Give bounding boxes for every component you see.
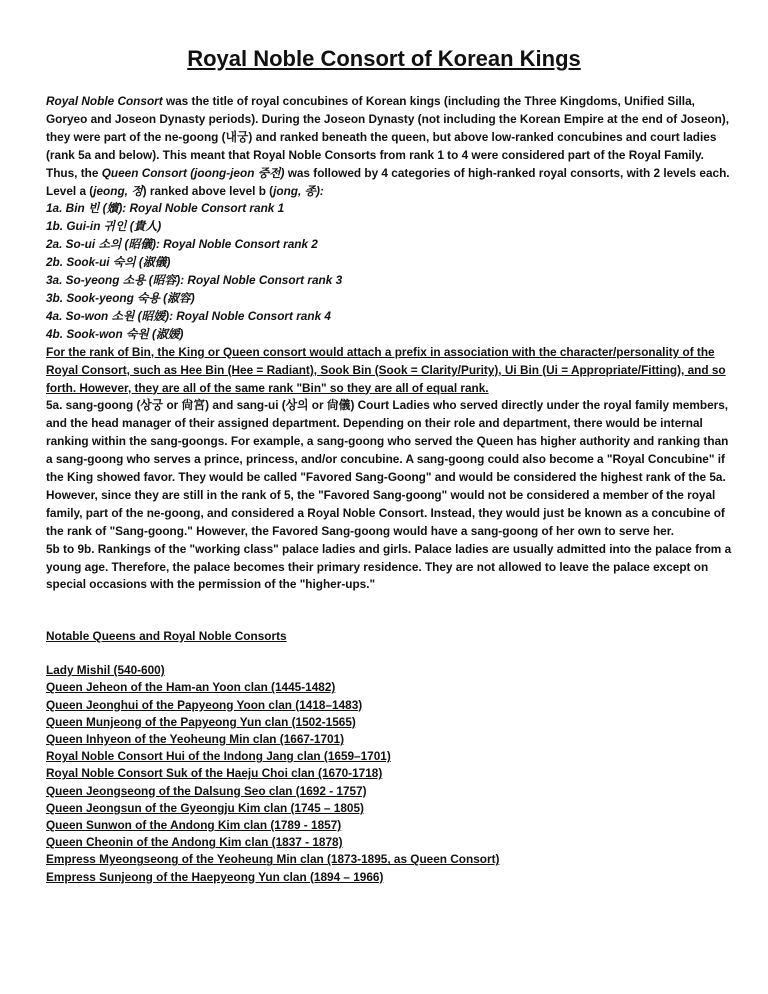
- intro-paragraph: [46, 93, 736, 165]
- bin-note: For the rank of Bin, the King or Queen consort would attach a prefix in association with the character/personality of the Royal Consort, such as Hee Bin (Hee = Radiant), Sook Bin (Sook = Clarity/Purity), Ui Bin (Ui = Appropriate/Fitting), and so forth. However, they are all of the same rank "Bin" so they are all of equal rank.: [46, 344, 726, 395]
- list-item: Royal Noble Consort Hui of the Indong Jang clan (1659–1701): [46, 749, 391, 764]
- queen-consort-term: Queen Consort (joong-jeon 중전): [101, 165, 285, 180]
- thus-mid2: ) ranked above level b (: [142, 183, 274, 198]
- list-item: Royal Noble Consort Suk of the Haeju Choi clan (1670-1718): [46, 766, 383, 781]
- rank-item: 4b. Sook-won 숙원 (淑媛): [46, 326, 184, 341]
- level-b-term: jong, 종: [273, 183, 316, 198]
- rank-list: [46, 200, 736, 343]
- page-title: Royal Noble Consort of Korean Kings: [187, 46, 581, 71]
- intro-term: Royal Noble Consort: [46, 94, 163, 108]
- notable-heading: Notable Queens and Royal Noble Consorts: [46, 629, 287, 643]
- rank-item: 3a. So-yeong 소용 (昭容): Royal Noble Consort rank 3: [46, 273, 343, 288]
- list-item: Lady Mishil (540-600): [46, 663, 165, 678]
- list-item: Queen Cheonin of the Andong Kim clan (1837 - 1878): [46, 835, 343, 850]
- list-item: Queen Inhyeon of the Yeoheung Min clan (1667-1701): [46, 732, 345, 747]
- rank-item: 3b. Sook-yeong 숙용 (淑容): [46, 290, 195, 305]
- list-item: Queen Munjeong of the Papyeong Yun clan (1502-1565): [46, 714, 356, 729]
- list-item: Queen Jeongsun of the Gyeongju Kim clan (1745 – 1805): [46, 800, 364, 815]
- paragraph-5b: 5b to 9b. Rankings of the "working class" palace ladies and girls. Palace ladies are usually admitted into the palace from a young age. Therefore, the palace becomes their primary residence. They are not allowed to leave the palace except on special occasions with the permission of the "higher-ups.": [46, 541, 732, 592]
- thus-prefix: Thus, the: [46, 165, 102, 180]
- paragraph-5a: 5a. sang-goong (상궁 or 尙宮) and sang-ui (상의 or 尙儀) Court Ladies who served directly under the royal family members, and the head manager of their assigned department. Depending on their role and department, there would be internal ranking within the sang-goongs. For example, a sang-goong who served the Queen has higher authority and ranking than a sang-goong who serves a prince, princess, and/or concubine. A sang-goong could also become a "Royal Concubine" if the King showed favor. They would be called "Favored Sang-Goong" and would be considered the highest rank of the 5a. However, since they are still in the rank of 5, the "Favored Sang-goong" would not be considered a member of the royal family, part of the ne-goong, and considered a Royal Noble Consort. Instead, they would just be known as a concubine of the rank of "Sang-goong." However, the Favored Sang-goong would have a sang-goong of her own to serve her.: [46, 398, 729, 538]
- list-item: Empress Sunjeong of the Haepyeong Yun clan (1894 – 1966): [46, 869, 384, 884]
- list-item: Queen Jeheon of the Ham-an Yoon clan (1445-1482): [46, 680, 336, 695]
- notable-section: [46, 628, 736, 886]
- document-body: [46, 93, 736, 594]
- level-a-term: jeong, 정: [93, 183, 143, 198]
- list-item: Queen Jeonghui of the Papyeong Yoon clan (1418–1483): [46, 697, 363, 712]
- rank-item: 1a. Bin 빈 (嬪): Royal Noble Consort rank 1: [46, 201, 285, 216]
- thus-end: ):: [315, 183, 324, 198]
- rank-item: 4a. So-won 소원 (昭媛): Royal Noble Consort rank 4: [46, 308, 331, 323]
- thus-paragraph: [46, 165, 736, 201]
- intro-text: was the title of royal concubines of Korean kings (including the Three Kingdoms, Unified Silla, Goryeo and Joseon Dynasty periods). During the Joseon Dynasty (not including the Korean Empire at the end of Joseon), they were part of the ne-goong (내궁) and ranked beneath the queen, but above low-ranked concubines and court ladies (rank 5a and below). This meant that Royal Noble Consorts from rank 1 to 4 were considered part of the Royal Family.: [46, 94, 730, 162]
- list-item: Empress Myeongseong of the Yeoheung Min clan (1873-1895, as Queen Consort): [46, 852, 500, 867]
- notable-list: [46, 662, 736, 886]
- rank-item: 2b. Sook-ui 숙의 (淑儀): [46, 255, 171, 270]
- rank-item: 2a. So-ui 소의 (昭儀): Royal Noble Consort rank 2: [46, 237, 318, 252]
- list-item: Queen Sunwon of the Andong Kim clan (1789 - 1857): [46, 818, 342, 833]
- rank-item: 1b. Gui-in 귀인 (貴人): [46, 219, 162, 234]
- thus-mid: was followed by 4 categories of high-ranked royal consorts, with 2 levels each. Level a (: [46, 165, 730, 198]
- list-item: Queen Jeongseong of the Dalsung Seo clan (1692 - 1757): [46, 783, 367, 798]
